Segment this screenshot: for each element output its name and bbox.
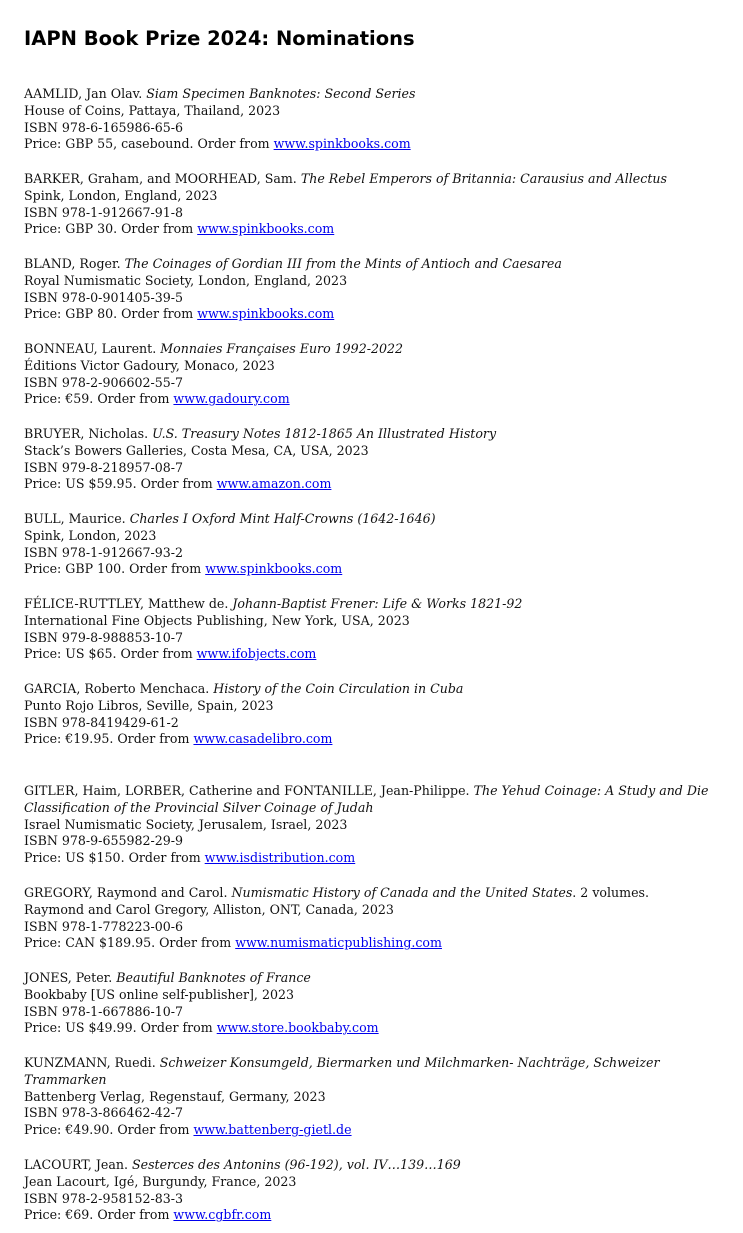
entry-title: Siam Specimen Banknotes: Second Series [146,86,416,101]
entry-author: BONNEAU, Laurent. [24,341,161,356]
entry-title: The Yehud Coinage: A Study and Die Classification of the Provincial Silver Coinage of Judah [24,783,709,815]
entry-publisher: Israel Numismatic Society, Jerusalem, Israel, 2023 [24,816,348,832]
entry-price-text: Price: GBP 80. Order from [24,306,198,322]
nomination-entry [24,681,724,748]
entry-author: AAMLID, Jan Olav. [24,86,147,101]
entry-price-text: Price: GBP 30. Order from [24,221,198,237]
entry-title: Sesterces des Antonins (96-192), vol. IV…139…169 [131,1157,461,1172]
nomination-entry [24,171,724,238]
entry-isbn: ISBN 979-8-218957-08-7 [24,459,184,475]
entry-publisher: Spink, London, 2023 [24,527,157,543]
entry-title: Monnaies Françaises Euro 1992-2022 [160,341,404,356]
entry-author: FÉLICE-RUTTLEY, Matthew de. [24,596,233,611]
entry-publisher: Jean Lacourt, Igé, Burgundy, France, 2023 [24,1173,297,1189]
order-link[interactable]: www.spinkbooks.com [205,561,343,577]
nomination-entry [24,885,724,952]
order-link[interactable]: www.isdistribution.com [204,850,356,866]
nomination-entry [24,596,724,663]
entry-isbn: ISBN 978-6-165986-65-6 [24,119,184,135]
page-title: IAPN Book Prize 2024: Nominations [24,27,415,50]
entry-price [24,646,724,663]
entry-title: History of the Coin Circulation in Cuba [213,681,464,696]
entry-publisher: Éditions Victor Gadoury, Monaco, 2023 [24,357,275,373]
entry-price-text: Price: CAN $189.95. Order from [24,935,236,951]
entry-title-suffix: . 2 volumes. [572,885,650,900]
nomination-entry [24,783,724,867]
entry-price [24,731,724,748]
order-link[interactable]: www.spinkbooks.com [273,136,411,152]
entry-price [24,935,724,952]
nomination-entry [24,1055,724,1139]
entry-price [24,850,724,867]
entry-isbn: ISBN 978-3-866462-42-7 [24,1105,184,1121]
order-link[interactable]: www.amazon.com [216,476,332,492]
entry-citation [24,426,724,443]
entry-citation [24,341,724,358]
order-link[interactable]: www.spinkbooks.com [197,221,335,237]
entry-author: BULL, Maurice. [24,511,130,526]
entry-author: GITLER, Haim, LORBER, Catherine and FONTANILLE, Jean-Philippe. [24,783,474,798]
entry-author: LACOURT, Jean. [24,1157,132,1172]
entry-price-text: Price: GBP 55, casebound. Order from [24,136,274,152]
entry-title: Schweizer Konsumgeld, Biermarken und Milchmarken- Nachträge, Schweizer Trammarken [24,1055,660,1087]
order-link[interactable]: www.battenberg-gietl.de [193,1122,352,1138]
entry-isbn: ISBN 978-0-901405-39-5 [24,289,184,305]
entry-price-text: Price: €49.90. Order from [24,1122,194,1138]
entry-publisher: Spink, London, England, 2023 [24,187,218,203]
entry-title: The Rebel Emperors of Britannia: Carausius and Allectus [300,171,667,186]
entry-publisher: International Fine Objects Publishing, New York, USA, 2023 [24,612,410,628]
entry-title: Johann-Baptist Frener: Life & Works 1821-92 [232,596,523,611]
order-link[interactable]: www.spinkbooks.com [197,306,335,322]
entry-title: The Coinages of Gordian III from the Mints of Antioch and Caesarea [124,256,562,271]
entry-citation [24,681,724,698]
entry-price [24,561,724,578]
entry-price-text: Price: €59. Order from [24,391,174,407]
entry-price-text: Price: €69. Order from [24,1207,174,1223]
order-link[interactable]: www.gadoury.com [173,391,290,407]
entry-isbn: ISBN 978-1-912667-91-8 [24,204,184,220]
order-link[interactable]: www.numismaticpublishing.com [235,935,442,951]
entry-author: JONES, Peter. [24,970,117,985]
entry-price [24,136,724,153]
entry-price [24,391,724,408]
nomination-entry [24,426,724,493]
entry-citation [24,1055,724,1089]
entry-isbn: ISBN 978-1-667886-10-7 [24,1003,184,1019]
entry-isbn: ISBN 978-8419429-61-2 [24,714,179,730]
entry-citation [24,1157,724,1174]
entry-citation [24,970,724,987]
entry-citation [24,86,724,103]
entry-price [24,476,724,493]
entry-isbn: ISBN 978-2-906602-55-7 [24,374,184,390]
entry-author: BARKER, Graham, and MOORHEAD, Sam. [24,171,301,186]
order-link[interactable]: www.ifobjects.com [196,646,317,662]
entry-publisher: Raymond and Carol Gregory, Alliston, ONT, Canada, 2023 [24,901,394,917]
entry-publisher: Punto Rojo Libros, Seville, Spain, 2023 [24,697,274,713]
entry-title: Numismatic History of Canada and the United States [231,885,573,900]
nomination-entry [24,1157,724,1224]
entry-author: GARCIA, Roberto Menchaca. [24,681,214,696]
entry-citation [24,256,724,273]
entry-publisher: House of Coins, Pattaya, Thailand, 2023 [24,102,281,118]
entry-price [24,1020,724,1037]
entry-citation [24,511,724,528]
entry-price [24,306,724,323]
entry-publisher: Bookbaby [US online self-publisher], 2023 [24,986,294,1002]
order-link[interactable]: www.casadelibro.com [193,731,333,747]
entry-price-text: Price: US $65. Order from [24,646,197,662]
entry-title: Beautiful Banknotes of France [116,970,311,985]
entry-title: U.S. Treasury Notes 1812-1865 An Illustrated History [152,426,497,441]
order-link[interactable]: www.store.bookbaby.com [216,1020,379,1036]
entry-author: BRUYER, Nicholas. [24,426,153,441]
entry-citation [24,171,724,188]
entry-publisher: Royal Numismatic Society, London, England, 2023 [24,272,348,288]
entry-isbn: ISBN 978-2-958152-83-3 [24,1190,184,1206]
nomination-entry [24,256,724,323]
entry-price [24,221,724,238]
nomination-entry [24,341,724,408]
entry-isbn: ISBN 978-1-778223-00-6 [24,918,184,934]
entry-publisher: Battenberg Verlag, Regenstauf, Germany, 2023 [24,1088,326,1104]
entry-isbn: ISBN 978-1-912667-93-2 [24,544,184,560]
entry-price [24,1207,724,1224]
entry-price-text: Price: US $49.99. Order from [24,1020,217,1036]
entry-price-text: Price: €19.95. Order from [24,731,194,747]
entry-citation [24,783,724,817]
entry-title: Charles I Oxford Mint Half-Crowns (1642-1646) [129,511,436,526]
entry-isbn: ISBN 979-8-988853-10-7 [24,629,184,645]
nomination-entry [24,511,724,578]
nomination-entry [24,970,724,1037]
entry-publisher: Stack’s Bowers Galleries, Costa Mesa, CA, USA, 2023 [24,442,369,458]
entry-author: KUNZMANN, Ruedi. [24,1055,160,1070]
entry-author: BLAND, Roger. [24,256,125,271]
entry-price-text: Price: US $59.95. Order from [24,476,217,492]
entry-isbn: ISBN 978-9-655982-29-9 [24,833,184,849]
entry-price [24,1122,724,1139]
entry-price-text: Price: US $150. Order from [24,850,205,866]
order-link[interactable]: www.cgbfr.com [173,1207,272,1223]
entry-author: GREGORY, Raymond and Carol. [24,885,232,900]
entry-citation [24,885,724,902]
nomination-entry [24,86,724,153]
entry-citation [24,596,724,613]
entry-price-text: Price: GBP 100. Order from [24,561,206,577]
